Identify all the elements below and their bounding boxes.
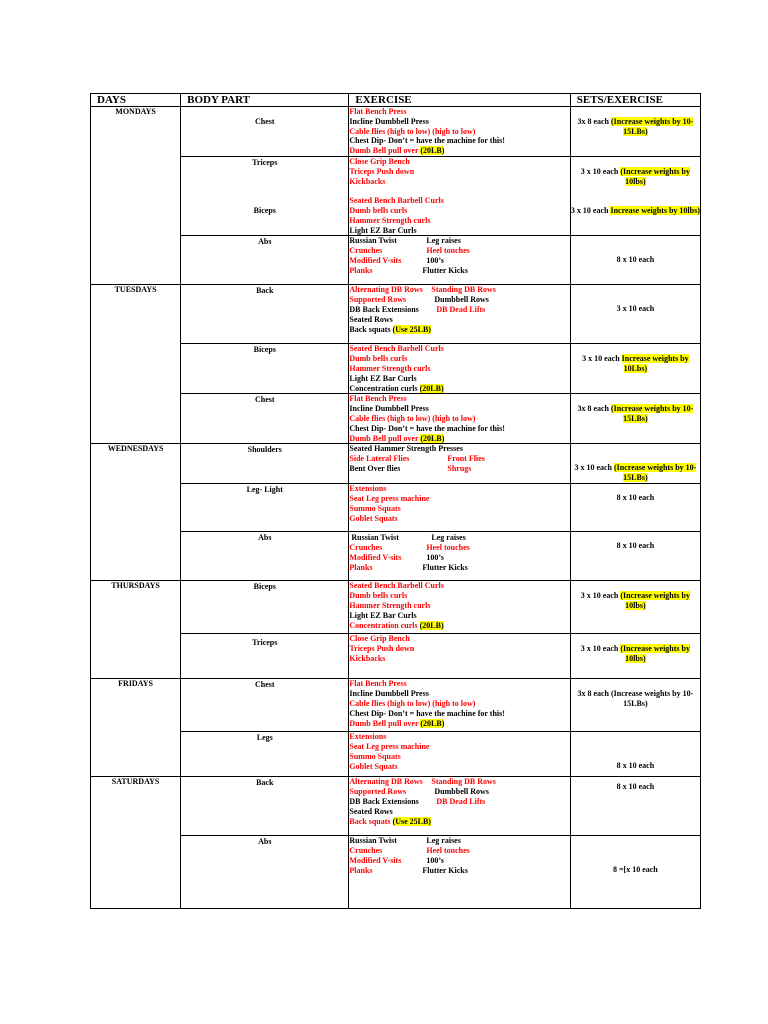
sets-cell <box>570 581 700 634</box>
exercise-name: Leg raises <box>426 836 461 846</box>
table-row <box>91 484 701 532</box>
exercise-item: Summo Squats <box>349 503 401 513</box>
exercise-name: 100’s <box>426 552 444 562</box>
highlight-note: (20LB) <box>420 433 445 443</box>
exercise-item <box>349 866 569 876</box>
exercise-name: Modified V-sits <box>349 255 402 265</box>
exercise-item: Close Grip Bench <box>349 634 410 644</box>
table-row <box>91 732 701 777</box>
highlight-note: (Increase weights by 10-15LBs) <box>611 404 694 424</box>
exercise-name: Dumbbell Rows <box>434 295 489 305</box>
exercise-item: Flat Bench Press <box>349 394 407 404</box>
sets-cell <box>570 285 700 344</box>
exercise-cell <box>349 532 570 581</box>
workout-table <box>90 93 701 909</box>
exercise-item <box>349 856 569 866</box>
exercise-name: Planks <box>349 865 373 875</box>
part-back: Back <box>181 777 349 836</box>
table-row <box>91 532 701 581</box>
sets-text: 8 =[x 10 each <box>612 865 658 875</box>
exercise-item <box>349 553 569 563</box>
exercise-item <box>349 246 569 256</box>
sets-cell <box>570 394 700 444</box>
sets-cell <box>570 484 700 532</box>
header-sets: SETS/EXERCISE <box>570 94 700 107</box>
exercise-name: Supported Rows <box>349 787 407 797</box>
exercise-name: DB Back Extensions <box>349 304 419 314</box>
exercise-item: Light EZ Bar Curls <box>349 610 417 620</box>
sets-text: 3 x 10 each <box>582 354 622 364</box>
exercise-item: Chest Dip- Don’t = have the machine for this! <box>349 423 505 433</box>
exercise-name: Dumb Bell pull over <box>349 718 421 728</box>
exercise-item <box>349 384 569 394</box>
exercise-item <box>349 146 569 156</box>
sets-group <box>571 167 700 187</box>
exercise-item: Light EZ Bar Curls <box>349 373 417 383</box>
exercise-name: Dumb Bell pull over <box>349 433 421 443</box>
highlight-note: (20LB) <box>420 718 445 728</box>
part-triceps: Triceps <box>252 157 278 167</box>
exercise-item: Close Grip Bench <box>349 156 410 166</box>
exercise-item <box>349 777 569 787</box>
exercise-cell <box>349 344 570 394</box>
exercise-name: Back squats <box>349 816 393 826</box>
highlight-note: (Increase weights by 10-15LBs) <box>614 463 697 483</box>
exercise-name: Alternating DB Rows <box>349 285 423 295</box>
exercise-item <box>349 266 569 276</box>
highlight-note: (Increase weights by 10-15LBs) <box>611 117 694 136</box>
highlight-note: (Use 25LB) <box>392 816 431 826</box>
exercise-item: Seat Leg press machine <box>349 494 430 504</box>
exercise-name: Heel touches <box>426 246 470 256</box>
exercise-name: Crunches <box>349 543 383 553</box>
exercise-cell <box>349 777 570 836</box>
exercise-item: Kickbacks <box>349 653 386 663</box>
sets-cell <box>570 444 700 484</box>
exercise-name: Side Lateral Flies <box>349 454 410 464</box>
exercise-name: Front Flies <box>447 454 485 464</box>
exercise-item: Seated Hammer Strength Presses <box>349 444 463 454</box>
exercise-item: Goblet Squats <box>349 761 398 771</box>
table-row <box>91 107 701 157</box>
part-biceps: Biceps <box>181 581 349 634</box>
exercise-name: Russian Twist <box>349 836 397 846</box>
exercise-item <box>349 295 569 305</box>
exercise-name: Crunches <box>349 246 383 256</box>
part-chest: Chest <box>181 679 349 732</box>
table-row <box>91 836 701 909</box>
sets-cell <box>570 107 700 157</box>
exercise-item: Dumb bells curls <box>349 354 408 364</box>
part-chest: Chest <box>181 394 349 444</box>
part-chest: Chest <box>181 107 349 157</box>
exercise-cell <box>349 634 570 679</box>
part-biceps: Biceps <box>253 205 276 215</box>
exercise-item <box>349 305 569 315</box>
exercise-name: Dumbbell Rows <box>434 787 489 797</box>
table-row <box>91 344 701 394</box>
exercise-item: Extensions <box>349 732 387 742</box>
exercise-item: Extensions <box>349 484 387 494</box>
exercise-item <box>349 543 569 553</box>
exercise-item <box>349 285 569 295</box>
exercise-cell <box>349 394 570 444</box>
exercise-item: Incline Dumbbell Press <box>349 404 429 414</box>
exercise-item: Hammer Strength curls <box>349 363 431 373</box>
table-row <box>91 236 701 285</box>
header-exercise: EXERCISE <box>349 94 570 107</box>
sets-cell <box>570 836 700 909</box>
day-tuesday: TUESDAYS <box>91 285 181 444</box>
exercise-item <box>349 719 569 729</box>
sets-text: 8 x 10 each <box>616 493 655 503</box>
highlight-note: Increase weights by 10Lbs) <box>621 354 689 374</box>
exercise-cell <box>349 285 570 344</box>
exercise-name: Standing DB Rows <box>431 285 496 295</box>
sets-group <box>571 206 700 216</box>
exercise-name: DB Back Extensions <box>349 796 419 806</box>
exercise-item <box>349 563 569 573</box>
sets-cell <box>570 156 700 235</box>
exercise-item: Flat Bench Press <box>349 679 407 689</box>
part-abs: Abs <box>181 836 349 909</box>
exercise-name: Back squats <box>349 324 393 334</box>
exercise-item <box>349 846 569 856</box>
exercise-name: Flutter Kicks <box>422 865 468 875</box>
exercise-item: Incline Dumbbell Press <box>349 689 429 699</box>
exercise-item: Incline Dumbbell Press <box>349 116 429 126</box>
exercise-item: Triceps Push down <box>349 166 415 176</box>
spacer <box>349 186 569 196</box>
sets-text: 8 x 10 each <box>616 782 655 792</box>
highlight-note: (Increase weights by 10lbs) <box>620 166 690 186</box>
sets-cell <box>570 679 700 732</box>
exercise-name: Heel touches <box>426 543 470 553</box>
highlight-note: (20LB) <box>419 620 444 630</box>
day-friday: FRIDAYS <box>91 679 181 777</box>
sets-text: 3x 8 each <box>577 404 612 414</box>
exercise-name: Russian Twist <box>349 236 397 246</box>
exercise-name: Concentration curls <box>349 620 420 630</box>
exercise-cell <box>349 236 570 285</box>
exercise-item: Hammer Strength curls <box>349 215 431 225</box>
sets-cell <box>570 634 700 679</box>
exercise-name: Crunches <box>349 846 383 856</box>
exercise-item: Chest Dip- Don’t = have the machine for this! <box>349 708 505 718</box>
exercise-item: Hammer Strength curls <box>349 600 431 610</box>
table-row <box>91 679 701 732</box>
part-abs: Abs <box>181 236 349 285</box>
exercise-name: DB Dead Lifts <box>436 796 486 806</box>
exercise-item: Triceps Push down <box>349 644 415 654</box>
header-days: DAYS <box>91 94 181 107</box>
exercise-item <box>349 454 569 464</box>
exercise-item: Seated Bench Barbell Curls <box>349 344 444 354</box>
exercise-item: Summo Squats <box>349 751 401 761</box>
exercise-item: Cable flies (high to low) (high to low) <box>349 413 476 423</box>
exercise-item <box>349 533 569 543</box>
exercise-item: Seated Rows <box>349 314 393 324</box>
day-thursday: THURSDAYS <box>91 581 181 679</box>
exercise-name: Standing DB Rows <box>431 777 496 787</box>
exercise-name: 100’s <box>426 855 444 865</box>
sets-cell <box>570 777 700 836</box>
exercise-item <box>349 236 569 246</box>
exercise-name: Modified V-sits <box>349 855 402 865</box>
table-row <box>91 581 701 634</box>
exercise-item: Seated Bench Barbell Curls <box>349 581 444 591</box>
part-back: Back <box>181 285 349 344</box>
sets-text: 3 x 10 each <box>616 304 655 314</box>
header-row <box>91 94 701 107</box>
exercise-name: Planks <box>349 265 373 275</box>
sets-text: 8 x 10 each <box>616 255 655 265</box>
exercise-cell <box>349 444 570 484</box>
sets-cell <box>570 732 700 777</box>
sets-cell <box>570 344 700 394</box>
part-legs: Legs <box>181 732 349 777</box>
day-monday: MONDAYS <box>91 107 181 285</box>
highlight-note: (Increase weights by 10lbs) <box>620 591 690 611</box>
exercise-item: Flat Bench Press <box>349 107 407 116</box>
exercise-cell <box>349 581 570 634</box>
exercise-item <box>349 836 569 846</box>
exercise-name: Bent Over flies <box>349 463 401 473</box>
sets-text: 3 x 10 each <box>580 644 621 654</box>
exercise-item <box>349 434 569 444</box>
exercise-item <box>349 797 569 807</box>
exercise-name: Concentration curls <box>349 383 420 393</box>
exercise-name: Heel touches <box>426 846 470 856</box>
exercise-name: Leg raises <box>431 533 466 543</box>
exercise-item: Cable flies (high to low) (high to low) <box>349 126 476 136</box>
highlight-note: (20LB) <box>419 383 444 393</box>
exercise-name: Flutter Kicks <box>422 562 468 572</box>
sets-cell <box>570 236 700 285</box>
exercise-cell <box>349 107 570 157</box>
exercise-item <box>349 817 569 827</box>
exercise-name: DB Dead Lifts <box>436 304 486 314</box>
table-row <box>91 156 701 235</box>
exercise-item: Dumb bells curls <box>349 205 408 215</box>
exercise-cell <box>349 679 570 732</box>
exercise-item <box>349 787 569 797</box>
exercise-name: 100’s <box>426 255 444 265</box>
exercise-cell <box>349 836 570 909</box>
exercise-item: Seat Leg press machine <box>349 742 430 752</box>
exercise-item: Kickbacks <box>349 176 386 186</box>
part-biceps: Biceps <box>181 344 349 394</box>
exercise-item <box>349 325 569 335</box>
sets-text: 8 x 10 each <box>616 541 655 551</box>
exercise-item <box>349 256 569 266</box>
table-row <box>91 285 701 344</box>
exercise-name: Planks <box>349 562 373 572</box>
exercise-cell <box>349 484 570 532</box>
exercise-name: Alternating DB Rows <box>349 777 423 787</box>
exercise-cell <box>349 156 570 235</box>
highlight-note: (20LB) <box>420 146 445 156</box>
sets-cell <box>570 532 700 581</box>
exercise-item <box>349 464 569 474</box>
sets-text: 3 x 10 each <box>580 591 621 601</box>
sets-text: 3 x 10 each <box>580 166 621 176</box>
table-row <box>91 634 701 679</box>
part-cell <box>181 156 349 235</box>
part-leg-light: Leg- Light <box>181 484 349 532</box>
exercise-name: Dumb Bell pull over <box>349 146 421 156</box>
highlight-note: Increase weights by 10lbs) <box>610 205 700 215</box>
exercise-name: Russian Twist <box>351 533 399 543</box>
exercise-item: Chest Dip- Don’t = have the machine for this! <box>349 136 505 146</box>
sets-text: 3x 8 each (Increase weights by 10-15LBs) <box>577 689 694 709</box>
exercise-name: Modified V-sits <box>349 552 402 562</box>
exercise-cell <box>349 732 570 777</box>
sets-text: 3x 8 each <box>577 117 612 126</box>
day-saturday: SATURDAYS <box>91 777 181 909</box>
exercise-item: Goblet Squats <box>349 513 398 523</box>
table-row <box>91 777 701 836</box>
sets-text: 8 x 10 each <box>616 761 655 771</box>
part-abs: Abs <box>181 532 349 581</box>
part-triceps: Triceps <box>181 634 349 679</box>
sets-text: 3 x 10 each <box>574 463 615 473</box>
exercise-item <box>349 621 569 631</box>
exercise-item: Dumb bells curls <box>349 591 408 601</box>
exercise-item: Seated Bench Barbell Curls <box>349 196 444 206</box>
part-shoulders: Shoulders <box>181 444 349 484</box>
header-body-part: BODY PART <box>181 94 349 107</box>
exercise-name: Supported Rows <box>349 295 407 305</box>
sets-text: 3 x 10 each <box>570 205 611 215</box>
table-row <box>91 444 701 484</box>
exercise-item: Seated Rows <box>349 806 393 816</box>
highlight-note: (Use 25LB) <box>392 324 431 334</box>
highlight-note: (Increase weights by 10lbs) <box>620 644 690 664</box>
exercise-item: Cable flies (high to low) (high to low) <box>349 698 476 708</box>
table-row <box>91 394 701 444</box>
exercise-name: Leg raises <box>426 236 461 246</box>
exercise-name: Flutter Kicks <box>422 265 468 275</box>
day-wednesday: WEDNESDAYS <box>91 444 181 581</box>
exercise-item: Light EZ Bar Curls <box>349 225 417 235</box>
exercise-name: Shrugs <box>447 463 472 473</box>
